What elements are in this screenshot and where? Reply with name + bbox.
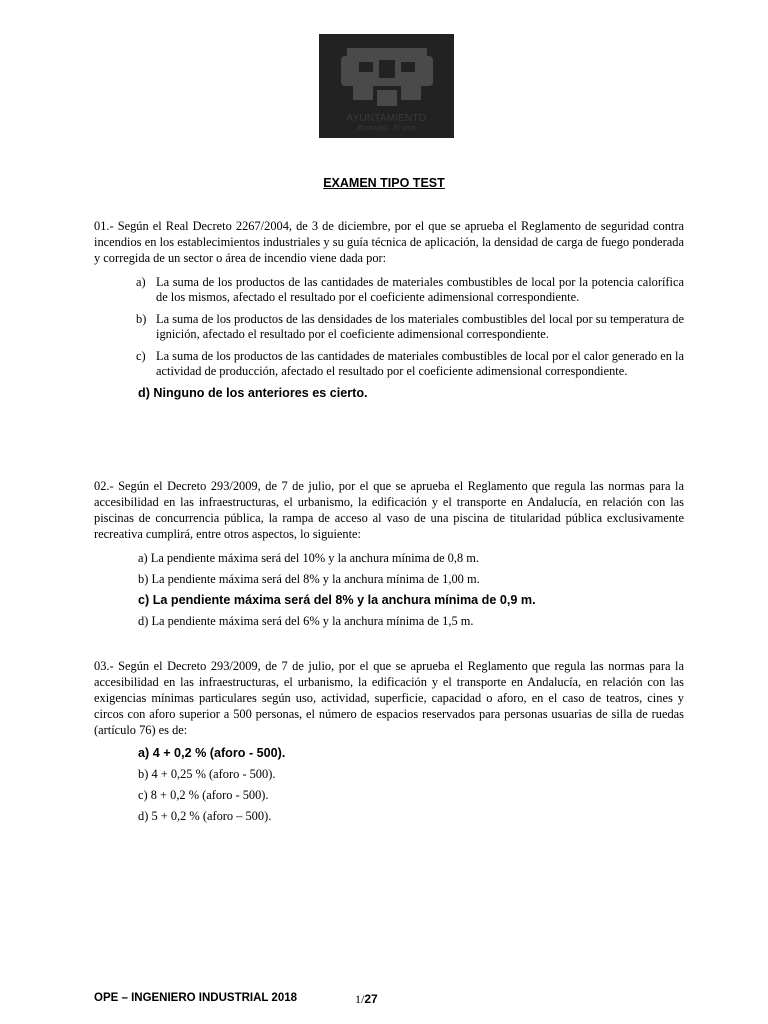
- option-text: La pendiente máxima será del 6% y la anchura mínima de 1,5 m.: [151, 614, 474, 628]
- option-c-answer: [138, 593, 684, 608]
- page-total: 27: [364, 992, 378, 1006]
- option-text: 4 + 0,25 % (aforo - 500).: [151, 767, 276, 781]
- option-c: [138, 788, 684, 803]
- question-3: [94, 658, 684, 830]
- option-text: 5 + 0,2 % (aforo – 500).: [151, 809, 272, 823]
- option-letter: b): [138, 572, 149, 586]
- option-text: La suma de los productos de las cantidades de materiales combustibles de local por el calor generado en la actividad de producción, afectado el resultado por el coeficiente adimensional correspondiente.: [156, 349, 684, 378]
- option-letter: d): [138, 386, 150, 400]
- option-text: La suma de los productos de las cantidades de materiales combustibles de local por la potencia calorífica de los mismos, afectado el resultado por el coeficiente adimensional correspondiente.: [156, 275, 684, 304]
- option-d: [138, 614, 684, 629]
- option-c: [136, 349, 684, 379]
- question-stem: 03.- Según el Decreto 293/2009, de 7 de julio, por el que se aprueba el Reglamento que regula las normas para la accesibilidad en las infraestructuras, el urbanismo, la edificación y el transporte en Andalucía, en relación con las exigencias mínimas particulares según uso, actividad, superficie, capacidad o aforo, en el caso de teatros, cines y circos con aforo superior a 500 personas, el número de espacios reservados para personas usuarias de silla de ruedas (artículo 76) es de:: [94, 659, 684, 737]
- option-letter: a): [138, 551, 148, 565]
- option-text: La pendiente máxima será del 10% y la anchura mínima de 0,8 m.: [150, 551, 479, 565]
- question-1: [94, 218, 684, 408]
- option-letter: d): [138, 614, 149, 628]
- option-text: La pendiente máxima será del 8% y la anchura mínima de 1,00 m.: [151, 572, 480, 586]
- option-text: Ninguno de los anteriores es cierto.: [153, 386, 368, 400]
- municipal-logo: [319, 34, 454, 138]
- coat-of-arms-icon: [319, 34, 454, 114]
- footer-label: OPE – INGENIERO INDUSTRIAL 2018: [94, 992, 298, 1004]
- option-b: [138, 572, 684, 587]
- option-text: 8 + 0,2 % (aforo - 500).: [150, 788, 269, 802]
- question-2: [94, 478, 684, 635]
- option-a-answer: [138, 746, 684, 761]
- option-text: 4 + 0,2 % (aforo - 500).: [152, 746, 286, 760]
- page-number: [355, 992, 378, 1007]
- option-letter: c): [138, 593, 150, 607]
- option-a: [138, 551, 684, 566]
- option-text: La suma de los productos de las densidades de los materiales combustibles del local por su temperatura de ignición, afectado el resultado por el coeficiente adimensional correspondiente.: [156, 312, 684, 341]
- option-letter: c): [136, 349, 146, 363]
- option-letter: d): [138, 809, 149, 823]
- logo-line1: AYUNTAMIENTO: [346, 113, 427, 125]
- logo-line2: Bormujos · El Viso: [357, 124, 416, 132]
- option-d-answer: [138, 386, 684, 401]
- exam-title: EXAMEN TIPO TEST: [323, 176, 445, 190]
- option-d: [138, 809, 684, 824]
- option-letter: b): [138, 767, 149, 781]
- question-stem: 02.- Según el Decreto 293/2009, de 7 de julio, por el que se aprueba el Reglamento que regula las normas para la accesibilidad en las infraestructuras, el urbanismo, la edificación y el transporte en Andalucía, en relación con las piscinas de concurrencia pública, la rampa de acceso al vaso de una piscina de titularidad pública exclusivamente recreativa cumplirá, entre otros aspectos, lo siguiente:: [94, 479, 684, 541]
- option-a: [136, 275, 684, 305]
- option-letter: c): [138, 788, 148, 802]
- option-letter: a): [138, 746, 150, 760]
- page-current: 1/: [355, 992, 365, 1006]
- option-b: [138, 767, 684, 782]
- option-letter: b): [136, 312, 147, 326]
- option-letter: a): [136, 275, 146, 289]
- option-text: La pendiente máxima será del 8% y la anchura mínima de 0,9 m.: [152, 593, 536, 607]
- question-stem: 01.- Según el Real Decreto 2267/2004, de 3 de diciembre, por el que se aprueba el Reglamento de seguridad contra incendios en los establecimientos industriales y su guía técnica de aplicación, la densidad de carga de fuego ponderada y corregida de un sector o área de incendio viene dada por:: [94, 219, 684, 265]
- option-b: [136, 312, 684, 342]
